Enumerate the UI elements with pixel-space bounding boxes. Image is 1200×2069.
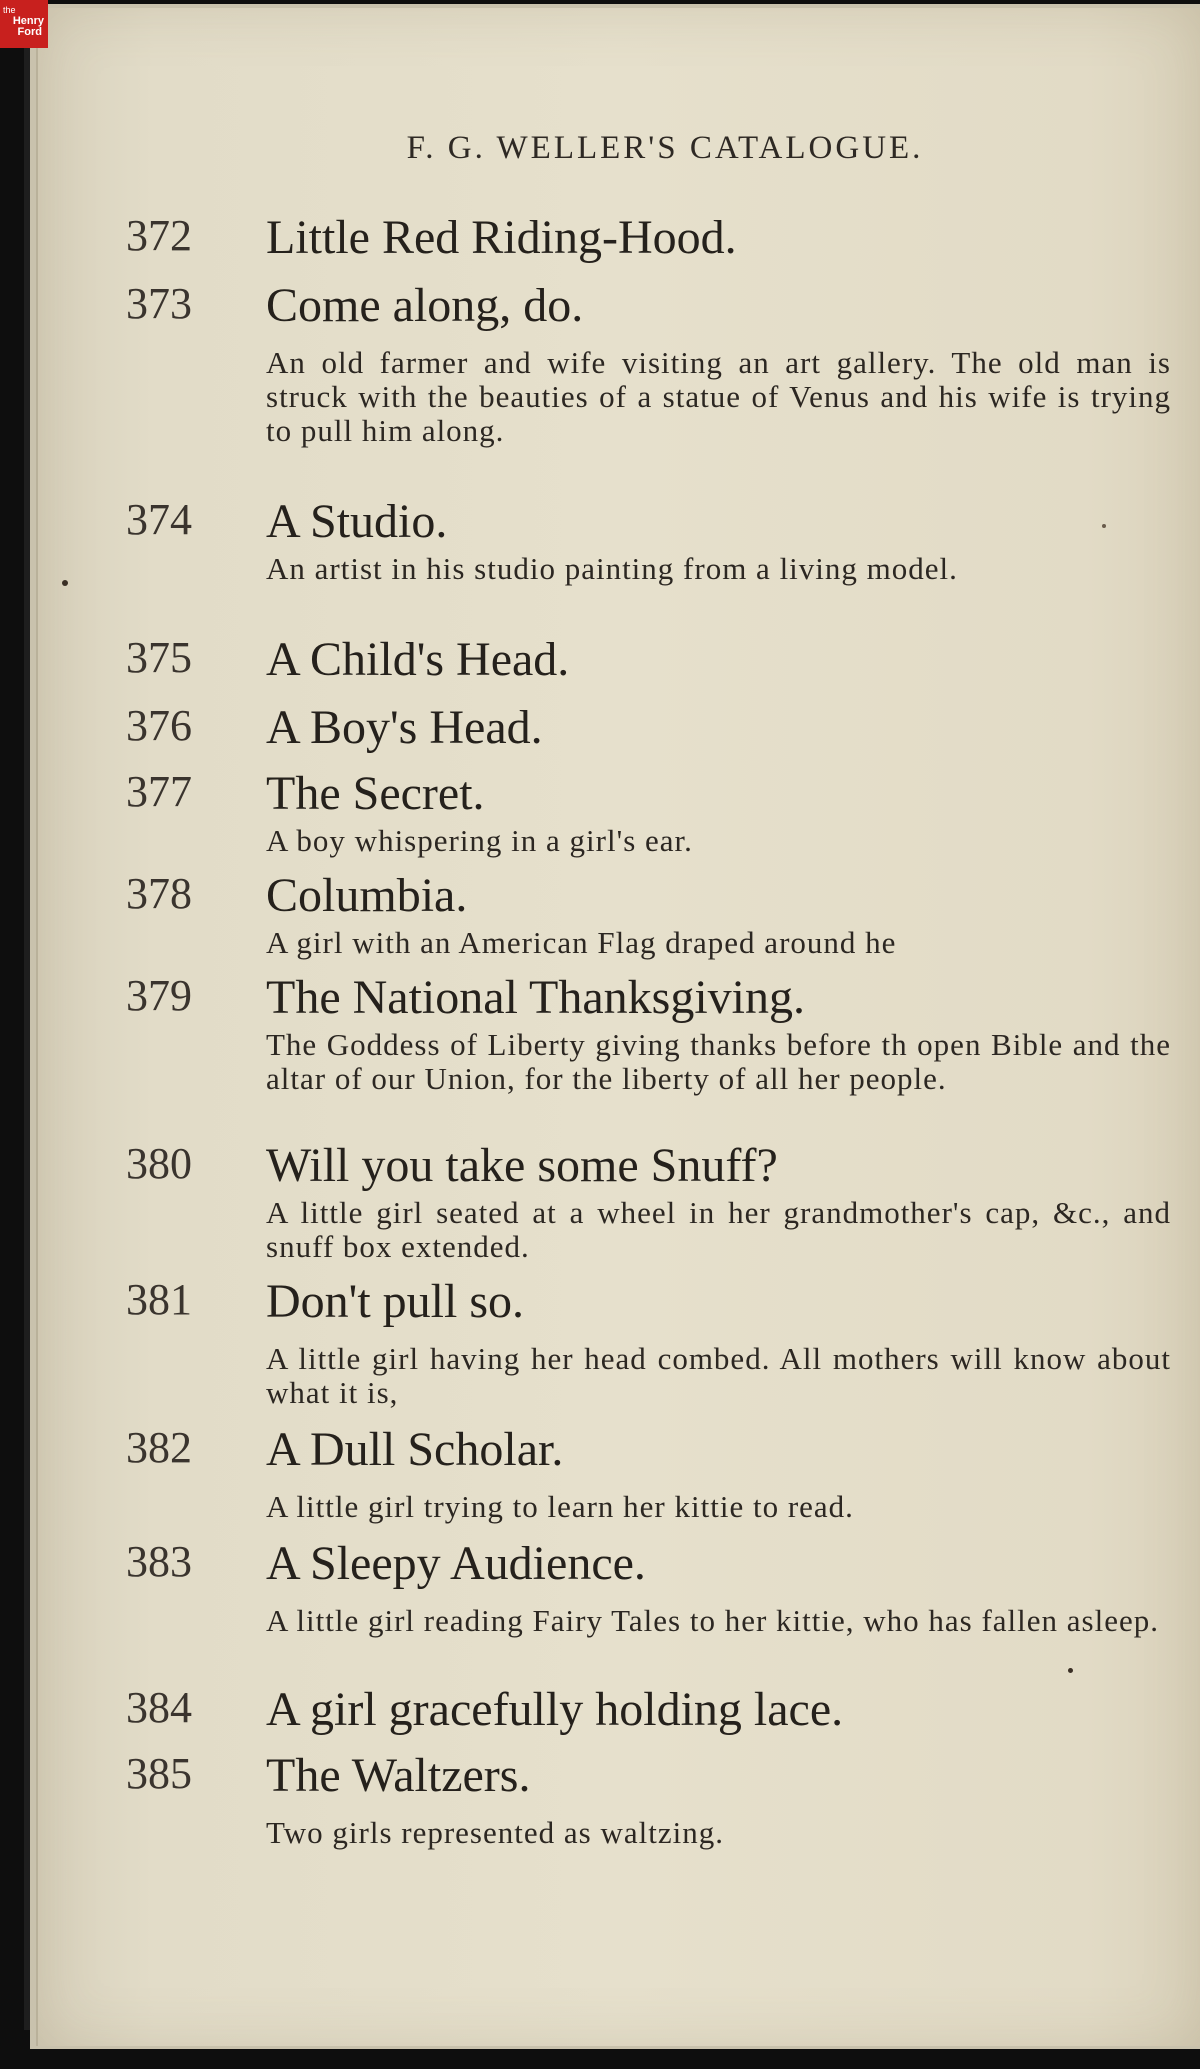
entry-description: A little girl seated at a wheel in her grandmother's cap, &c., and snuff box extended. bbox=[266, 1195, 1171, 1264]
henry-ford-logo: the Henry Ford bbox=[0, 0, 48, 48]
entry-description: A little girl trying to learn her kittie to read. bbox=[266, 1489, 854, 1524]
entry-description: A little girl having her head combed. All mothers will know about what it is, bbox=[266, 1341, 1171, 1410]
entry-number: 377 bbox=[126, 767, 192, 816]
entry-title: Columbia. bbox=[266, 869, 468, 922]
entry-number: 375 bbox=[126, 633, 192, 682]
entry-title: A Sleepy Audience. bbox=[266, 1537, 646, 1590]
entry-number: 382 bbox=[126, 1423, 192, 1472]
entry-description: Two girls represented as waltzing. bbox=[266, 1815, 724, 1850]
entry-number: 381 bbox=[126, 1275, 192, 1324]
paper-speck bbox=[1102, 524, 1106, 528]
entry-number: 379 bbox=[126, 971, 192, 1020]
entry-title: Don't pull so. bbox=[266, 1275, 524, 1328]
entry-number: 384 bbox=[126, 1683, 192, 1732]
entry-title: Will you take some Snuff? bbox=[266, 1139, 778, 1192]
entry-number: 372 bbox=[126, 211, 192, 260]
entry-description: An artist in his studio painting from a living model. bbox=[266, 551, 958, 586]
entry-title: A girl gracefully holding lace. bbox=[266, 1683, 844, 1736]
entry-description: A little girl reading Fairy Tales to her kittie, who has fallen asleep. bbox=[266, 1603, 1159, 1638]
entry-description: A boy whispering in a girl's ear. bbox=[266, 823, 693, 858]
entry-title: The Waltzers. bbox=[266, 1749, 531, 1802]
entry-description: The Goddess of Liberty giving thanks before th open Bible and the altar of our Union, for the liberty of all her people. bbox=[266, 1027, 1171, 1096]
entry-number: 385 bbox=[126, 1749, 192, 1798]
entry-title: Come along, do. bbox=[266, 279, 584, 332]
entry-title: A Studio. bbox=[266, 495, 448, 548]
entry-description: A girl with an American Flag draped around he bbox=[266, 925, 897, 960]
entry-title: A Dull Scholar. bbox=[266, 1423, 564, 1476]
entry-title: A Child's Head. bbox=[266, 633, 570, 686]
entry-title: The Secret. bbox=[266, 767, 485, 820]
entry-title: The National Thanksgiving. bbox=[266, 971, 806, 1024]
entry-title: Little Red Riding-Hood. bbox=[266, 211, 737, 264]
entry-number: 380 bbox=[126, 1139, 192, 1188]
page-heading: F. G. WELLER'S CATALOGUE. bbox=[406, 130, 924, 166]
entry-number: 374 bbox=[126, 495, 192, 544]
entry-description: An old farmer and wife visiting an art gallery. The old man is struck with the beauties of a statue of Venus and his wife is trying to pull him along. bbox=[266, 345, 1171, 448]
entry-number: 378 bbox=[126, 869, 192, 918]
catalogue-page bbox=[36, 8, 1200, 2046]
entry-number: 373 bbox=[126, 279, 192, 328]
entry-number: 383 bbox=[126, 1537, 192, 1586]
entry-number: 376 bbox=[126, 701, 192, 750]
entry-title: A Boy's Head. bbox=[266, 701, 543, 754]
paper-speck bbox=[62, 580, 68, 586]
paper-speck bbox=[1068, 1668, 1073, 1673]
